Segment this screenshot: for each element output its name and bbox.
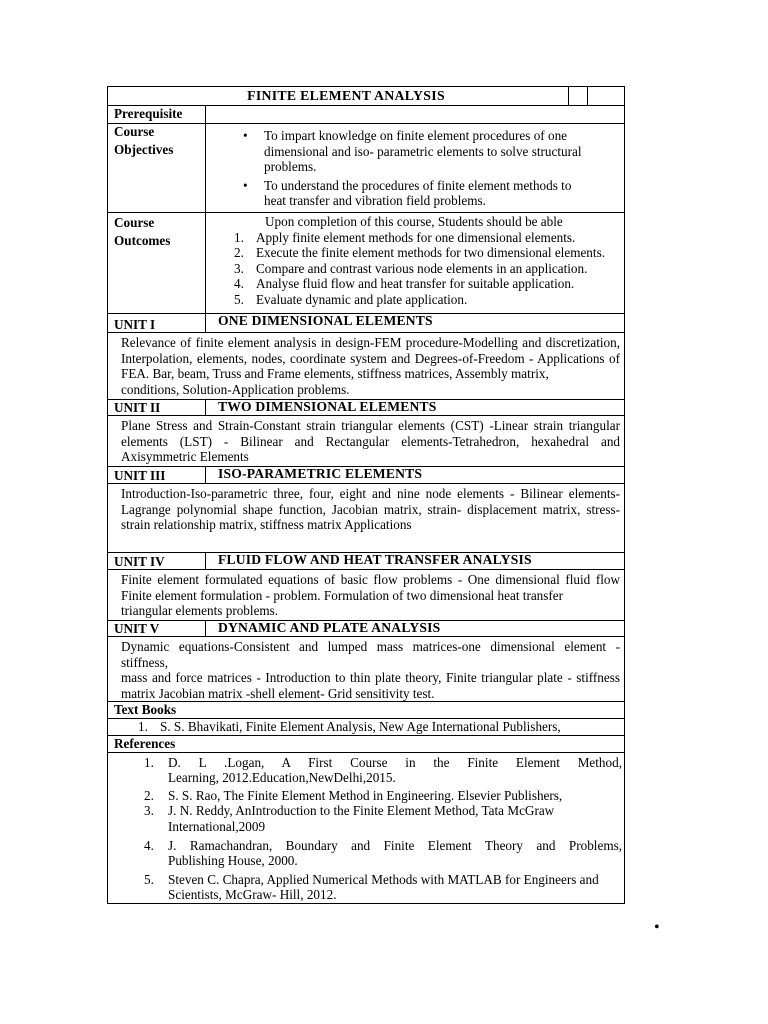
unit-body: [108, 484, 625, 553]
reference-line: S. S. Rao, The Finite Element Method in Engineering. Elsevier Publishers,: [168, 787, 563, 803]
unit-line: Plane Stress and Strain-Constant strain triangular elements (CST) -Linear strain triangular: [121, 418, 621, 433]
course-title: FINITE ELEMENT ANALYSIS: [247, 88, 445, 103]
unit-line: matrix Jacobian matrix -shell element- Grid sensitivity test.: [121, 685, 435, 701]
unit-line: conditions, Solution-Application problems.: [121, 381, 350, 397]
unit-header-row: [108, 553, 625, 570]
outcome-text: Compare and contrast various node elements in an application.: [256, 260, 588, 276]
unit-line: elements (LST) - Bilinear and Rectangular elements-Tetrahedron, hexahedral and: [121, 433, 621, 449]
textbook-text: S. S. Bhavikati, Finite Element Analysis, New Age International Publishers,: [160, 718, 561, 734]
textbooks-label: Text Books: [108, 702, 625, 719]
references-body-row: [108, 752, 625, 903]
outcomes-list: [206, 230, 624, 308]
unit-header-row: [108, 314, 625, 333]
reference-item: [108, 838, 624, 869]
objective-line: heat transfer and vibration field problems.: [264, 193, 486, 209]
outcomes-label-line2: Outcomes: [114, 232, 171, 248]
unit-body: [108, 416, 625, 467]
outcome-item: [206, 292, 624, 308]
reference-line: Steven C. Chapra, Applied Numerical Methods with MATLAB for Engineers and: [168, 871, 599, 887]
title-box-1: [568, 87, 588, 105]
unit-header-row: [108, 467, 625, 484]
outcomes-label-line1: Course: [114, 215, 155, 230]
reference-item: [108, 872, 624, 903]
outcome-text: Execute the finite element methods for two dimensional elements.: [256, 245, 605, 261]
textbooks-list: [108, 719, 624, 735]
outcome-number: 1.: [234, 229, 244, 245]
reference-item: [108, 803, 624, 834]
references-list: [108, 755, 624, 903]
textbook-number: 1.: [138, 718, 148, 734]
objective-item: [206, 128, 624, 175]
unit-title: TWO DIMENSIONAL ELEMENTS: [206, 400, 625, 416]
objectives-label-line2: Objectives: [114, 141, 174, 157]
unit-label: UNIT I: [108, 314, 206, 333]
outcome-text: Apply finite element methods for one dimensional elements.: [256, 229, 576, 245]
objectives-label: [108, 124, 206, 213]
outcome-item: [206, 276, 624, 292]
stray-bullet: •: [654, 919, 660, 936]
unit-line: Dynamic equations-Consistent and lumped mass matrices-one dimensional element - stiffness,: [121, 639, 621, 670]
outcome-number: 4.: [234, 276, 244, 292]
reference-line: J. Ramachandran, Boundary and Finite Element Theory and Problems,: [168, 837, 623, 853]
textbooks-body-row: [108, 718, 625, 735]
outcome-item: [206, 261, 624, 277]
unit-body: [108, 570, 625, 621]
unit-line: Finite element formulation - problem. Formulation of two dimensional heat transfer: [121, 587, 564, 603]
reference-line: Scientists, McGraw- Hill, 2012.: [168, 887, 337, 903]
reference-number: 3.: [144, 803, 154, 819]
unit-body-row: [108, 570, 625, 621]
outcomes-row: [108, 213, 625, 314]
unit-body: [108, 637, 625, 702]
outcomes-label: [108, 213, 206, 314]
unit-body: [108, 333, 625, 400]
reference-line: J. N. Reddy, AnIntroduction to the Finite Element Method, Tata McGraw: [168, 803, 555, 819]
outcome-text: Evaluate dynamic and plate application.: [256, 291, 468, 307]
textbook-item: [108, 719, 624, 735]
unit-line: Relevance of finite element analysis in design-FEM procedure-Modelling and discretization,: [121, 335, 621, 350]
unit-line: Interpolation, elements, nodes, coordinate system and Degrees-of-Freedom - Applications of: [121, 350, 621, 366]
prerequisite-value: [206, 106, 625, 124]
objective-line: To understand the procedures of finite element methods to: [264, 177, 572, 193]
objectives-list: [206, 124, 624, 209]
outcome-item: [206, 230, 624, 246]
reference-item: [108, 755, 624, 786]
references-cell: [108, 752, 625, 903]
unit-line: triangular elements problems.: [121, 603, 279, 619]
reference-number: 4.: [144, 837, 154, 853]
unit-body-row: [108, 637, 625, 702]
title-row: [108, 87, 625, 106]
reference-number: 2.: [144, 787, 154, 803]
unit-header-row: [108, 621, 625, 637]
reference-line: D. L .Logan, A First Course in the Finite Element Method,: [168, 754, 623, 770]
objectives-label-line1: Course: [114, 124, 155, 139]
unit-title: ONE DIMENSIONAL ELEMENTS: [206, 314, 625, 333]
unit-body-row: [108, 416, 625, 467]
outcome-number: 2.: [234, 245, 244, 261]
reference-item: [108, 788, 624, 804]
unit-line: Introduction-Iso-parametric three, four, eight and nine node elements - Bilinear elements-: [121, 486, 621, 501]
unit-label: UNIT V: [108, 621, 206, 637]
unit-title: DYNAMIC AND PLATE ANALYSIS: [206, 621, 625, 637]
unit-title: FLUID FLOW AND HEAT TRANSFER ANALYSIS: [206, 553, 625, 570]
outcome-number: 5.: [234, 291, 244, 307]
outcome-number: 3.: [234, 260, 244, 276]
textbooks-cell: [108, 718, 625, 735]
objectives-cell: [206, 124, 625, 213]
unit-body-row: [108, 484, 625, 553]
unit-line: FEA. Bar, beam, Truss and Frame elements, stiffness matrices, Assembly matrix,: [121, 366, 549, 382]
unit-line: Axisymmetric Elements: [121, 449, 249, 465]
unit-line: Lagrange polynomial shape function, Jacobian matrix, strain- displacement matrix, stress-: [121, 501, 621, 517]
unit-label: UNIT II: [108, 400, 206, 416]
objective-line: dimensional and iso- parametric elements to solve structural: [264, 143, 582, 159]
outcomes-cell: [206, 213, 625, 314]
objective-item: [206, 178, 624, 209]
objective-line: To impart knowledge on finite element procedures of one: [264, 128, 568, 143]
unit-body-row: [108, 333, 625, 400]
unit-title: ISO-PARAMETRIC ELEMENTS: [206, 467, 625, 484]
reference-line: Publishing House, 2000.: [168, 853, 298, 869]
bullet: •: [243, 128, 248, 143]
unit-line: Finite element formulated equations of basic flow problems - One dimensional fluid flow: [121, 572, 621, 587]
prerequisite-label: Prerequisite: [108, 106, 206, 124]
objective-line: problems.: [264, 159, 317, 175]
title-cell: [108, 87, 625, 106]
prerequisite-row: [108, 106, 625, 124]
references-header-row: [108, 735, 625, 752]
reference-line: Learning, 2012.Education,NewDelhi,2015.: [168, 770, 396, 786]
reference-line: International,2009: [168, 818, 266, 834]
outcomes-intro: Upon completion of this course, Students should be able: [265, 214, 563, 229]
outcome-text: Analyse fluid flow and heat transfer for suitable application.: [256, 276, 575, 292]
textbooks-header-row: [108, 702, 625, 719]
unit-label: UNIT III: [108, 467, 206, 484]
outcome-item: [206, 245, 624, 261]
title-box-2: [587, 87, 607, 105]
reference-number: 5.: [144, 871, 154, 887]
unit-label: UNIT IV: [108, 553, 206, 570]
objectives-row: [108, 124, 625, 213]
reference-number: 1.: [144, 754, 154, 770]
unit-line: strain relationship matrix, stiffness matrix Applications: [121, 517, 412, 533]
unit-header-row: [108, 400, 625, 416]
unit-line: mass and force matrices - Introduction to thin plate theory, Finite triangular plate - stiffness: [121, 670, 621, 686]
references-label: References: [108, 735, 625, 752]
bullet: •: [243, 177, 248, 193]
syllabus-table: [107, 86, 625, 904]
